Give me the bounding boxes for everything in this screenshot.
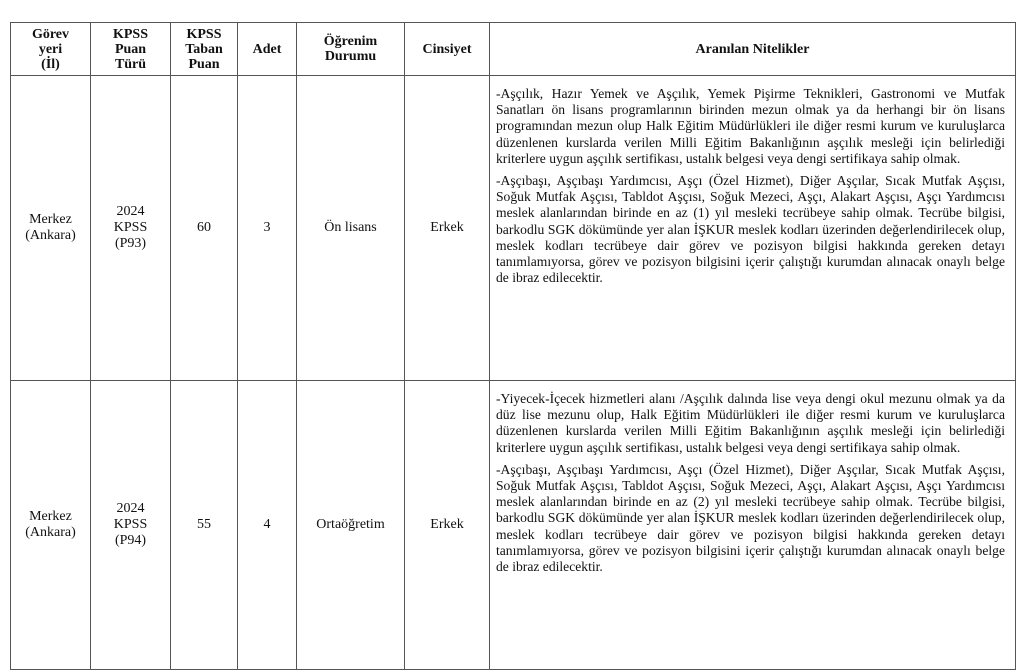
job-requirements-table xyxy=(10,22,1016,670)
cell-count: 3 xyxy=(238,76,297,381)
cell-qualifications xyxy=(490,76,1016,381)
cell-education: Ön lisans xyxy=(297,76,405,381)
header-min-score: KPSS Taban Puan xyxy=(171,23,238,76)
cell-score-type: 2024 KPSS (P94) xyxy=(91,381,171,670)
header-education: Öğrenim Durumu xyxy=(297,23,405,76)
cell-gender: Erkek xyxy=(405,76,490,381)
cell-qualifications xyxy=(490,381,1016,670)
cell-location: Merkez (Ankara) xyxy=(11,76,91,381)
cell-min-score: 55 xyxy=(171,381,238,670)
qualification-paragraph: -Aşçıbaşı, Aşçıbaşı Yardımcısı, Aşçı (Özel Hizmet), Diğer Aşçılar, Sıcak Mutfak Aşçısı, Soğuk Mutfak Aşçısı, Tabldot Aşçısı, Soğuk Mezeci, Aşçı, Alakart Aşçısı, Aşçı Yardımcısı meslek alanlarından birinde en az (2) yıl mesleki tecrübeye sahip olmak. Tecrübe bilgisi, barkodlu SGK dökümünde yer alan İŞKUR meslek kodları üzerinden değerlendirilecek olup, meslek kodları tecrübeye dair görev ve pozisyon bilgisi hakkında gereken detayı tanımlamıyorsa, görev ve pozisyon bilgisini içerir çalıştığı kurumdan alınacak onaylı belge de ibraz edilecektir. xyxy=(496,461,1005,575)
cell-gender: Erkek xyxy=(405,381,490,670)
table-row xyxy=(11,381,1016,670)
cell-min-score: 60 xyxy=(171,76,238,381)
cell-education: Ortaöğretim xyxy=(297,381,405,670)
cell-score-type: 2024 KPSS (P93) xyxy=(91,76,171,381)
header-location: Görev yeri (İl) xyxy=(11,23,91,76)
table-row xyxy=(11,76,1016,381)
qualification-paragraph: -Aşçıbaşı, Aşçıbaşı Yardımcısı, Aşçı (Özel Hizmet), Diğer Aşçılar, Sıcak Mutfak Aşçısı, Soğuk Mutfak Aşçısı, Tabldot Aşçısı, Soğuk Mezeci, Aşçı, Alakart Aşçısı, Aşçı Yardımcısı meslek alanlarından birinde en az (1) yıl mesleki tecrübeye sahip olmak. Tecrübe bilgisi, barkodlu SGK dökümünde yer alan İŞKUR meslek kodları üzerinden değerlendirilecek olup, meslek kodları tecrübeye dair görev ve pozisyon bilgisi hakkında gereken detayı tanımlamıyorsa, görev ve pozisyon bilgisini içerir çalıştığı kurumdan alınacak onaylı belge de ibraz edilecektir. xyxy=(496,173,1005,286)
header-score-type: KPSS Puan Türü xyxy=(91,23,171,76)
job-requirements-table-wrapper xyxy=(10,22,1016,670)
cell-count: 4 xyxy=(238,381,297,670)
header-count: Adet xyxy=(238,23,297,76)
header-row xyxy=(11,23,1016,76)
header-gender: Cinsiyet xyxy=(405,23,490,76)
qualification-paragraph: -Aşçılık, Hazır Yemek ve Aşçılık, Yemek Pişirme Teknikleri, Gastronomi ve Mutfak Sanatları ön lisans programlarının birinden mezun olmak ya da herhangi bir ön lisans programından mezun olup Halk Eğitim Müdürlükleri ile diğer resmi kurum ve kuruluşlarca düzenlenen kurslarda verilen Milli Eğitim Bakanlığının aşçılık mesleği için belirlediği kriterlere uygun aşçılık sertifikası, ustalık belgesi veya dengi sertifikaya sahip olmak. xyxy=(496,86,1005,166)
cell-location: Merkez (Ankara) xyxy=(11,381,91,670)
qualification-paragraph: -Yiyecek-İçecek hizmetleri alanı /Aşçılık dalında lise veya dengi okul mezunu olmak ya da düz lise mezunu olup, Halk Eğitim Müdürlükleri ile diğer resmi kurum ve kuruluşlarca düzenlenen kurslarda verilen Milli Eğitim Bakanlığının aşçılık mesleği için belirlediği kriterlere uygun aşçılık sertifikası, ustalık belgesi veya dengi sertifikaya sahip olmak. xyxy=(496,391,1005,455)
header-qualifications: Aranılan Nitelikler xyxy=(490,23,1016,76)
